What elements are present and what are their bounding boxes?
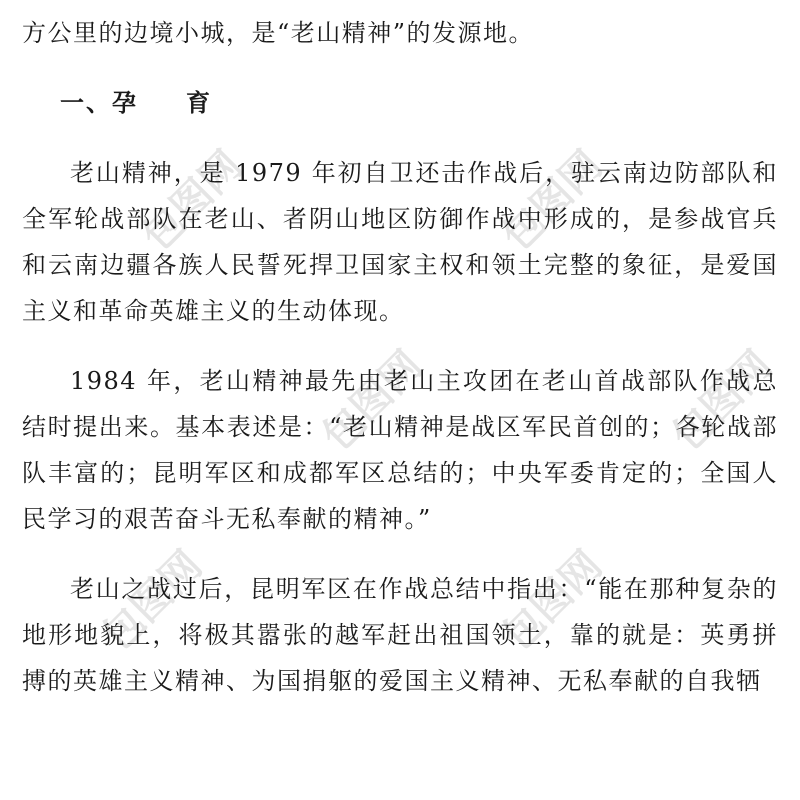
section-heading bbox=[22, 80, 778, 126]
heading-number: 一、 bbox=[60, 89, 112, 117]
paragraph: 老山精神，是 1979 年初自卫还击作战后，驻云南边防部队和全军轮战部队在老山、者阴山地区防御作战中形成的，是参战官兵和云南边疆各族人民誓死捍卫国家主权和领土完整的象征，是爱国主义和革命英雄主义的生动体现。 bbox=[22, 159, 778, 325]
heading-char: 育 bbox=[186, 89, 212, 117]
watermark: 包图网 bbox=[93, 542, 212, 660]
paragraph-continuation: 方公里的边境小城，是“老山精神”的发源地。 bbox=[22, 19, 535, 47]
watermark: 包图网 bbox=[493, 142, 612, 260]
watermark: 包图网 bbox=[313, 342, 432, 460]
document-body bbox=[22, 10, 778, 704]
heading-char: 孕 bbox=[112, 89, 138, 117]
watermark: 包图网 bbox=[133, 142, 252, 260]
paragraph: 1984 年，老山精神最先由老山主攻团在老山首战部队作战总结时提出来。基本表述是：“老山精神是战区军民首创的；各轮战部队丰富的；昆明军区和成都军区总结的；中央军委肯定的；全国人民学习的艰苦奋斗无私奉献的精神。” bbox=[22, 367, 778, 533]
paragraph: 老山之战过后，昆明军区在作战总结中指出：“能在那种复杂的地形地貌上，将极其嚣张的越军赶出祖国领土，靠的就是：英勇拼搏的英雄主义精神、为国捐躯的爱国主义精神、无私奉献的自我牺 bbox=[22, 575, 778, 695]
watermark: 包图网 bbox=[493, 542, 612, 660]
watermark: 包图网 bbox=[663, 342, 782, 460]
